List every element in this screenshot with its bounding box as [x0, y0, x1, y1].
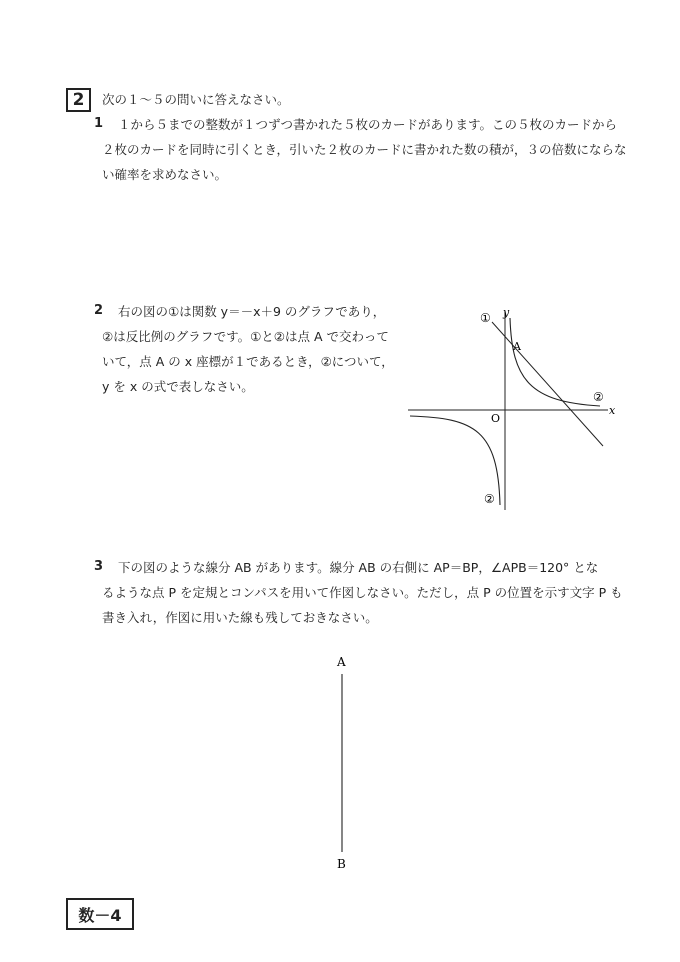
graph-point-a-label: A	[513, 340, 521, 353]
segment-label-b: B	[337, 857, 346, 871]
page-label: 数－4	[78, 905, 122, 925]
question-2-line-2: ②は反比例のグラフです。①と②は点 A で交わって	[102, 329, 389, 344]
page-label-box	[66, 898, 134, 930]
question-3-line-3: 書き入れ，作図に用いた線も残しておきなさい。	[102, 610, 378, 625]
question-2-line-1: 右の図の①は関数 y＝－x＋9 のグラフであり，	[118, 304, 386, 319]
graph-line-1	[492, 322, 603, 446]
question-3-line-1: 下の図のような線分 AB があります。線分 AB の右側に AP＝BP，∠APB＝120° とな	[118, 560, 599, 575]
graph-label-line-1: ①	[480, 311, 491, 325]
graph-axis-y-label: y	[503, 306, 510, 319]
question-2-number: 2	[94, 303, 104, 318]
question-1-line-2: ２枚のカードを同時に引くとき，引いた２枚のカードに書かれた数の積が，３の倍数にならな	[102, 142, 627, 157]
question-3-line-2: るような点 P を定規とコンパスを用いて作図しなさい。ただし，点 P の位置を示す文字 P も	[102, 585, 623, 600]
question-1-number: 1	[94, 116, 104, 131]
question-3-figure	[325, 652, 365, 874]
graph-axis-x-label: x	[609, 404, 616, 417]
question-1-line-3: い確率を求めなさい。	[102, 167, 228, 182]
section-number: 2	[72, 90, 85, 110]
question-3-number: 3	[94, 559, 104, 574]
question-2-line-4: y を x の式で表しなさい。	[102, 379, 254, 394]
graph-label-curve-2-upper: ②	[593, 390, 604, 404]
segment-label-a: A	[337, 655, 346, 669]
graph-origin-label: O	[491, 412, 501, 425]
question-2-line-3: いて，点 A の x 座標が１であるとき，②について，	[102, 354, 394, 369]
section-instruction: 次の１～５の問いに答えなさい。	[102, 92, 290, 107]
graph-label-curve-2-lower: ②	[484, 492, 495, 506]
question-1-line-1: １から５までの整数が１つずつ書かれた５枚のカードがあります。この５枚のカードから	[118, 117, 618, 132]
section-number-box	[66, 88, 91, 112]
question-2-graph	[400, 300, 625, 515]
